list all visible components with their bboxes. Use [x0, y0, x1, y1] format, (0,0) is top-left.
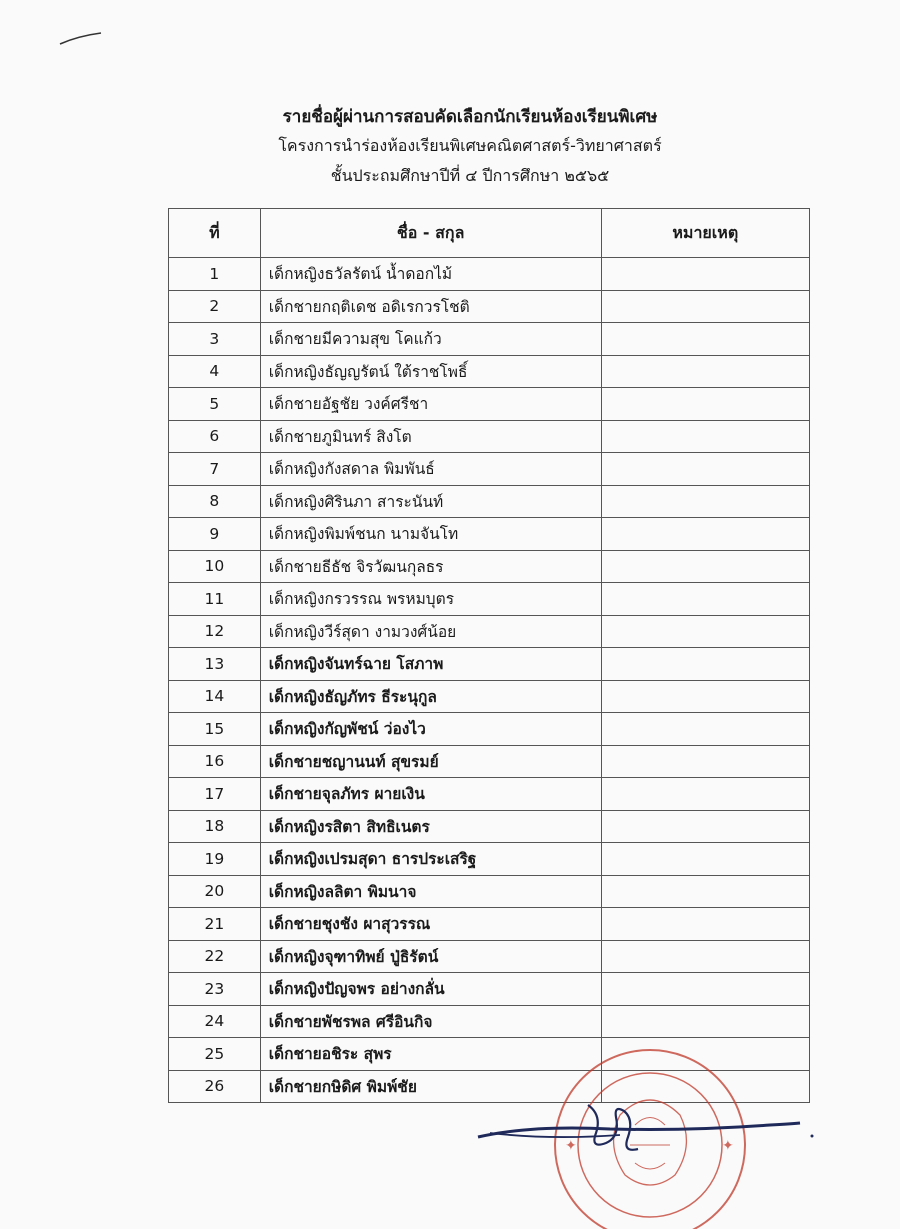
- row-remark: [601, 875, 809, 908]
- row-name: เด็กหญิงปัญจพร อย่างกลั่น: [260, 973, 601, 1006]
- row-number: 10: [169, 550, 261, 583]
- document-subtitle-1: โครงการนำร่องห้องเรียนพิเศษคณิตศาสตร์-วิทยาศาสตร์: [278, 136, 662, 155]
- row-name: เด็กชายอัฐชัย วงค์ศรีชา: [260, 388, 601, 421]
- row-number: 3: [169, 323, 261, 356]
- row-name: เด็กหญิงจุฑาทิพย์ ปู่ธิรัตน์: [260, 940, 601, 973]
- row-name: เด็กชายกษิดิศ พิมพ์ชัย: [260, 1070, 601, 1103]
- row-name: เด็กชายชุงชัง ผาสุวรรณ: [260, 908, 601, 941]
- row-name: เด็กหญิงศิรินภา สาระนันท์: [260, 485, 601, 518]
- row-number: 20: [169, 875, 261, 908]
- row-name: เด็กหญิงวีร์สุดา งามวงศ์น้อย: [260, 615, 601, 648]
- row-number: 23: [169, 973, 261, 1006]
- row-remark: [601, 745, 809, 778]
- row-remark: [601, 453, 809, 486]
- table-row: [169, 388, 810, 421]
- row-name: เด็กชายพัชรพล ศรีอินกิจ: [260, 1005, 601, 1038]
- row-number: 16: [169, 745, 261, 778]
- row-number: 6: [169, 420, 261, 453]
- row-name: เด็กชายจุลภัทร ผายเงิน: [260, 778, 601, 811]
- row-number: 1: [169, 258, 261, 291]
- table-header-row: [169, 209, 810, 258]
- table-row: [169, 258, 810, 291]
- row-remark: [601, 518, 809, 551]
- row-remark: [601, 388, 809, 421]
- table-row: [169, 973, 810, 1006]
- svg-text:✦: ✦: [722, 1138, 734, 1154]
- table-row: [169, 615, 810, 648]
- row-number: 8: [169, 485, 261, 518]
- row-remark: [601, 810, 809, 843]
- row-name: เด็กหญิงธัญญรัตน์ ใต้ราชโพธิ์: [260, 355, 601, 388]
- table-row: [169, 323, 810, 356]
- row-name: เด็กชายภูมินทร์ สิงโต: [260, 420, 601, 453]
- table-row: [169, 518, 810, 551]
- row-number: 5: [169, 388, 261, 421]
- row-name: เด็กชายธีธัช จิรวัฒนกุลธร: [260, 550, 601, 583]
- row-remark: [601, 485, 809, 518]
- row-name: เด็กชายกฤติเดช อดิเรกวรโชติ: [260, 290, 601, 323]
- row-name: เด็กชายมีความสุข โคแก้ว: [260, 323, 601, 356]
- row-remark: [601, 323, 809, 356]
- pen-mark-icon: [58, 30, 104, 46]
- official-seal-icon: [555, 1050, 745, 1229]
- row-remark: [601, 420, 809, 453]
- row-number: 17: [169, 778, 261, 811]
- table-row: [169, 940, 810, 973]
- row-number: 24: [169, 1005, 261, 1038]
- header-remark: หมายเหตุ: [601, 209, 809, 258]
- row-remark: [601, 843, 809, 876]
- row-number: 19: [169, 843, 261, 876]
- table-row: [169, 485, 810, 518]
- row-number: 21: [169, 908, 261, 941]
- table-body: [169, 258, 810, 1103]
- row-name: เด็กหญิงธัญภัทร ธีระนุกูล: [260, 680, 601, 713]
- table-row: [169, 583, 810, 616]
- row-name: เด็กชายอชิระ สุพร: [260, 1038, 601, 1071]
- stamp-and-signature-icon: [470, 1045, 830, 1229]
- row-name: เด็กหญิงกรวรรณ พรหมบุตร: [260, 583, 601, 616]
- row-number: 7: [169, 453, 261, 486]
- row-remark: [601, 778, 809, 811]
- row-name: เด็กหญิงพิมพ์ชนก นามจันโท: [260, 518, 601, 551]
- row-name: เด็กหญิงธวัลรัตน์ น้ำดอกไม้: [260, 258, 601, 291]
- row-remark: [601, 648, 809, 681]
- row-number: 18: [169, 810, 261, 843]
- row-number: 11: [169, 583, 261, 616]
- table-row: [169, 290, 810, 323]
- table-row: [169, 908, 810, 941]
- table-row: [169, 648, 810, 681]
- table-row: [169, 680, 810, 713]
- header-no: ที่: [169, 209, 261, 258]
- row-number: 9: [169, 518, 261, 551]
- header-name: ชื่อ - สกุล: [260, 209, 601, 258]
- row-remark: [601, 290, 809, 323]
- row-remark: [601, 615, 809, 648]
- row-remark: [601, 680, 809, 713]
- row-remark: [601, 713, 809, 746]
- table-row: [169, 713, 810, 746]
- row-number: 4: [169, 355, 261, 388]
- results-table: [168, 208, 810, 1103]
- table-row: [169, 843, 810, 876]
- row-number: 25: [169, 1038, 261, 1071]
- table-row: [169, 420, 810, 453]
- document-subtitle-2: ชั้นประถมศึกษาปีที่ ๔ ปีการศึกษา ๒๕๖๕: [330, 166, 610, 185]
- row-number: 26: [169, 1070, 261, 1103]
- document-header: [0, 103, 900, 191]
- row-remark: [601, 908, 809, 941]
- row-remark: [601, 550, 809, 583]
- row-remark: [601, 973, 809, 1006]
- row-remark: [601, 940, 809, 973]
- table-row: [169, 1005, 810, 1038]
- row-name: เด็กหญิงเปรมสุดา ธารประเสริฐ: [260, 843, 601, 876]
- row-remark: [601, 583, 809, 616]
- row-number: 22: [169, 940, 261, 973]
- signature-icon: [478, 1105, 814, 1150]
- row-name: เด็กหญิงกัญพัชน์ ว่องไว: [260, 713, 601, 746]
- table-row: [169, 355, 810, 388]
- row-name: เด็กหญิงกังสดาล พิมพันธ์: [260, 453, 601, 486]
- row-remark: [601, 1005, 809, 1038]
- row-number: 14: [169, 680, 261, 713]
- row-number: 15: [169, 713, 261, 746]
- row-remark: [601, 355, 809, 388]
- table-row: [169, 810, 810, 843]
- row-remark: [601, 258, 809, 291]
- table-row: [169, 875, 810, 908]
- document-title: รายชื่อผู้ผ่านการสอบคัดเลือกนักเรียนห้องเรียนพิเศษ: [282, 107, 658, 127]
- row-name: เด็กหญิงรสิตา สิทธิเนตร: [260, 810, 601, 843]
- row-name: เด็กหญิงจันทร์ฉาย โสภาพ: [260, 648, 601, 681]
- table-row: [169, 453, 810, 486]
- svg-text:✦: ✦: [565, 1138, 577, 1154]
- row-number: 2: [169, 290, 261, 323]
- row-number: 12: [169, 615, 261, 648]
- row-name: เด็กหญิงลลิตา พิมนาจ: [260, 875, 601, 908]
- table-row: [169, 745, 810, 778]
- row-number: 13: [169, 648, 261, 681]
- row-name: เด็กชายชญานนท์ สุขรมย์: [260, 745, 601, 778]
- table-row: [169, 550, 810, 583]
- table-row: [169, 778, 810, 811]
